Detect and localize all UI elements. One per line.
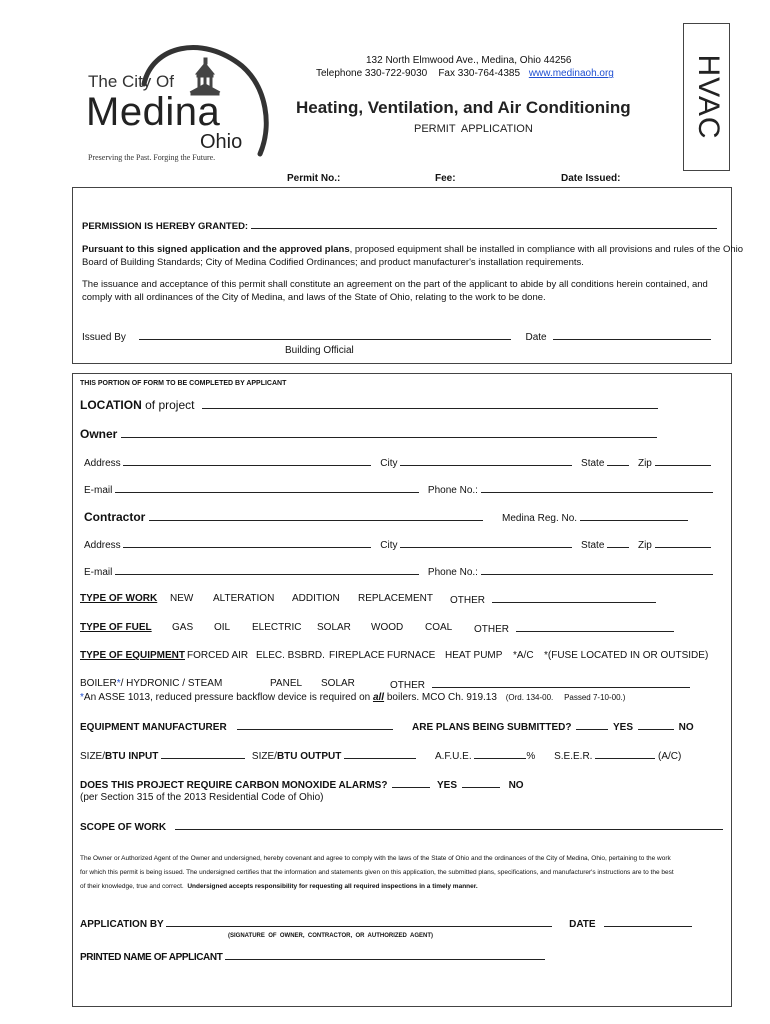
location-field[interactable] xyxy=(202,399,658,409)
permit-no-label: Permit No.: xyxy=(287,173,341,184)
co-yes-field[interactable] xyxy=(392,778,430,788)
work-option-addition[interactable]: ADDITION xyxy=(292,593,340,604)
contractor-state-label: State xyxy=(581,540,605,551)
pursuant-rest: , proposed equipment shall be installed in compliance with all provisions and rules of the Ohio xyxy=(349,244,744,255)
owner-email-field[interactable] xyxy=(115,483,419,493)
equip-option-hydronic-steam[interactable]: / HYDRONIC / STEAM xyxy=(120,678,223,689)
section-315-note: (per Section 315 of the 2013 Residential Code of Ohio) xyxy=(80,792,324,803)
permission-granted-label: PERMISSION IS HEREBY GRANTED: xyxy=(82,221,251,232)
fuel-option-electric[interactable]: ELECTRIC xyxy=(252,622,302,633)
issuance-line1: The issuance and acceptance of this permit shall constitute an agreement on the part of the applicant to abide by all conditions herein contained, and xyxy=(82,279,708,290)
asse-note xyxy=(80,692,625,703)
asse-passed: Passed 7-10-00.) xyxy=(564,693,626,702)
issued-by-field[interactable] xyxy=(139,330,511,340)
fuel-option-oil[interactable]: OIL xyxy=(214,622,231,633)
city-logo xyxy=(82,36,282,166)
signature-note: (SIGNATURE OF OWNER, CONTRACTOR, OR AUTHORIZED AGENT) xyxy=(228,933,433,939)
owner-phone-label: Phone No.: xyxy=(427,485,478,496)
boiler-asterisk: * xyxy=(116,678,121,689)
contractor-zip-field[interactable] xyxy=(655,538,711,548)
plans-submitted-row xyxy=(412,720,694,733)
plans-yes-field[interactable] xyxy=(576,720,608,730)
fee-label: Fee: xyxy=(435,173,456,184)
medina-reg-label: Medina Reg. No. xyxy=(502,513,578,524)
contractor-email-row xyxy=(84,565,713,578)
logo-medina: Medina xyxy=(86,90,221,134)
asse-post: boilers. MCO Ch. 919.13 xyxy=(384,692,497,703)
contractor-zip-label: Zip xyxy=(637,540,652,551)
asse-ord: (Ord. 134-00. xyxy=(505,693,554,702)
scope-label: SCOPE OF WORK xyxy=(80,822,167,833)
contractor-label: Contractor xyxy=(84,510,146,524)
owner-email-label: E-mail xyxy=(84,485,113,496)
equip-option-fireplace[interactable]: FIREPLACE xyxy=(329,650,385,661)
permission-granted-row xyxy=(82,219,717,232)
work-option-replacement[interactable]: REPLACEMENT xyxy=(358,593,434,604)
contractor-email-label: E-mail xyxy=(84,567,113,578)
equip-option-boiler[interactable]: BOILER xyxy=(80,678,117,689)
asse-all: all xyxy=(372,692,385,703)
work-option-other[interactable]: OTHER xyxy=(450,595,485,606)
contractor-state-field[interactable] xyxy=(607,538,629,548)
printed-name-field[interactable] xyxy=(225,950,545,960)
page-subtitle: PERMIT APPLICATION xyxy=(414,123,533,135)
header-phone: Telephone 330-722-9030 Fax 330-764-4385 xyxy=(316,68,521,79)
contractor-address-label: Address xyxy=(84,540,121,551)
issued-date-label: Date xyxy=(525,332,547,343)
fuel-option-wood[interactable]: WOOD xyxy=(371,622,404,633)
seer-field[interactable] xyxy=(595,749,655,759)
owner-email-row xyxy=(84,483,713,496)
website-link[interactable]: www.medinaoh.org xyxy=(528,68,614,79)
asse-pre: An ASSE 1013, reduced pressure backflow device is required on xyxy=(83,692,373,703)
application-date-field[interactable] xyxy=(604,917,692,927)
afue-label: A.F.U.E. xyxy=(434,751,472,762)
plans-yes-label: YES xyxy=(613,722,634,733)
hvac-tab xyxy=(683,23,730,171)
owner-zip-label: Zip xyxy=(637,458,652,469)
work-option-other-row xyxy=(450,593,656,606)
equip-option-elec-bsbrd[interactable]: ELEC. BSBRD. xyxy=(256,650,325,661)
issuance-line2: comply with all ordinances of the City of Medina, and laws of the State of Ohio, relating to the work to be done. xyxy=(82,292,546,303)
type-of-fuel-label: TYPE OF FUEL xyxy=(80,622,152,633)
location-row xyxy=(80,398,658,412)
issued-by-label: Issued By xyxy=(82,332,126,343)
scope-row xyxy=(80,820,723,833)
type-of-work-label: TYPE OF WORK xyxy=(80,593,158,604)
location-rest: of project xyxy=(141,398,195,412)
owner-address-label: Address xyxy=(84,458,121,469)
work-option-alteration[interactable]: ALTERATION xyxy=(213,593,275,604)
co-yes-label: YES xyxy=(437,780,458,791)
logo-tagline: Preserving the Past. Forging the Future. xyxy=(88,153,216,162)
owner-field[interactable] xyxy=(121,428,657,438)
plans-submitted-label: ARE PLANS BEING SUBMITTED? xyxy=(412,722,572,733)
issued-date-field[interactable] xyxy=(553,330,711,340)
fuel-option-other-row xyxy=(474,622,674,635)
pursuant-paragraph xyxy=(82,243,743,269)
covenant-line2: for which this permit is being issued. The undersigned certifies that the information and statements given on this application, the submitted plans, specifications, and manufacturer's instructions are to the best xyxy=(80,869,674,876)
work-option-new[interactable]: NEW xyxy=(170,593,194,604)
owner-address-row xyxy=(84,456,711,469)
co-no-field[interactable] xyxy=(462,778,500,788)
equipment-manufacturer-label: EQUIPMENT MANUFACTURER xyxy=(80,722,227,733)
afue-percent: % xyxy=(526,751,536,762)
header-address: 132 North Elmwood Ave., Medina, Ohio 44256 xyxy=(366,55,572,66)
size-btu-output-label: SIZE/BTU OUTPUT xyxy=(251,751,342,762)
covenant-paragraph xyxy=(80,852,674,894)
equip-option-other[interactable]: OTHER xyxy=(390,680,425,691)
header-phone-line xyxy=(316,68,614,79)
co-alarms-label: DOES THIS PROJECT REQUIRE CARBON MONOXIDE ALARMS? xyxy=(80,780,388,791)
co-no-label: NO xyxy=(508,780,524,791)
printed-name-row xyxy=(80,950,545,963)
contractor-city-label: City xyxy=(380,540,398,551)
portion-note: THIS PORTION OF FORM TO BE COMPLETED BY APPLICANT xyxy=(80,380,287,387)
issued-by-row xyxy=(82,330,711,343)
seer-ac: (A/C) xyxy=(658,751,682,762)
covenant-line1: The Owner or Authorized Agent of the Owner and undersigned, hereby covenant and agree to comply with the laws of the State of Ohio and the ordinances of the City of Medina, Ohio, pertaining to the work xyxy=(80,855,671,862)
contractor-email-field[interactable] xyxy=(115,565,419,575)
asse-asterisk: * xyxy=(80,692,84,703)
afue-field[interactable] xyxy=(474,749,526,759)
work-other-field[interactable] xyxy=(492,593,656,603)
contractor-phone-label: Phone No.: xyxy=(427,567,478,578)
owner-row xyxy=(80,427,657,441)
scope-field[interactable] xyxy=(175,820,723,830)
pursuant-bold: Pursuant to this signed application and the approved plans xyxy=(82,244,350,255)
owner-address-field[interactable] xyxy=(123,456,371,466)
covenant-bold: Undersigned accepts responsibility for requesting all required inspections in a timely manner. xyxy=(187,883,478,890)
contractor-row xyxy=(84,510,688,524)
equip-other-field[interactable] xyxy=(432,678,690,688)
equip-other-row xyxy=(390,678,690,691)
owner-label: Owner xyxy=(80,427,118,441)
equipment-manufacturer-field[interactable] xyxy=(237,720,393,730)
logo-ohio: Ohio xyxy=(200,131,243,153)
owner-phone-field[interactable] xyxy=(481,483,713,493)
plans-no-field[interactable] xyxy=(638,720,674,730)
equip-option-solar[interactable]: SOLAR xyxy=(321,678,355,689)
size-btu-input-field[interactable] xyxy=(161,749,245,759)
fuel-option-solar[interactable]: SOLAR xyxy=(317,622,351,633)
hvac-tab-label: HVAC xyxy=(692,54,725,140)
contractor-city-field[interactable] xyxy=(400,538,572,548)
btu-row xyxy=(80,749,681,762)
application-by-label: APPLICATION BY xyxy=(80,919,164,930)
equip-option-ac[interactable]: *A/C xyxy=(513,650,534,661)
location-label: LOCATION xyxy=(80,398,142,412)
contractor-field[interactable] xyxy=(149,511,483,521)
plans-no-label: NO xyxy=(678,722,694,733)
logo-the-city-of: The City Of xyxy=(88,72,174,91)
issuance-paragraph xyxy=(82,278,708,304)
permission-granted-field[interactable] xyxy=(251,219,717,229)
application-by-field[interactable] xyxy=(166,917,552,927)
fuel-other-field[interactable] xyxy=(516,622,674,632)
contractor-phone-field[interactable] xyxy=(481,565,713,575)
medina-reg-field[interactable] xyxy=(580,511,688,521)
owner-city-label: City xyxy=(380,458,398,469)
building-official-label: Building Official xyxy=(285,345,354,356)
fuel-option-other[interactable]: OTHER xyxy=(474,624,509,635)
size-btu-input-label: SIZE/BTU INPUT xyxy=(80,751,159,762)
owner-city-field[interactable] xyxy=(400,456,572,466)
equip-fuse-note: *(FUSE LOCATED IN OR OUTSIDE) xyxy=(544,650,709,661)
owner-state-label: State xyxy=(581,458,605,469)
page-title: Heating, Ventilation, and Air Conditioning xyxy=(296,98,631,117)
owner-zip-field[interactable] xyxy=(655,456,711,466)
co-alarms-row xyxy=(80,778,524,791)
equip-option-forced-air[interactable]: FORCED AIR xyxy=(187,650,249,661)
printed-name-label: PRINTED NAME OF APPLICANT xyxy=(80,952,223,963)
owner-state-field[interactable] xyxy=(607,456,629,466)
type-of-equipment-label: TYPE OF EQUIPMENT xyxy=(80,650,186,661)
application-date-label: DATE xyxy=(569,919,596,930)
pursuant-line2: Board of Building Standards; City of Medina Codified Ordinances; and product manufacturer's installation requirements. xyxy=(82,257,584,268)
equip-option-furnace[interactable]: FURNACE xyxy=(387,650,436,661)
seer-label: S.E.E.R. xyxy=(554,751,593,762)
contractor-address-row xyxy=(84,538,711,551)
equip-option-panel[interactable]: PANEL xyxy=(270,678,303,689)
application-by-row xyxy=(80,917,692,930)
date-issued-label: Date Issued: xyxy=(561,173,621,184)
size-btu-output-field[interactable] xyxy=(344,749,416,759)
equipment-manufacturer-row xyxy=(80,720,393,733)
fuel-option-coal[interactable]: COAL xyxy=(425,622,453,633)
equip-option-heat-pump[interactable]: HEAT PUMP xyxy=(445,650,503,661)
contractor-address-field[interactable] xyxy=(123,538,371,548)
covenant-line3: of their knowledge, true and correct. xyxy=(80,883,184,890)
boiler-row xyxy=(80,678,222,689)
fuel-option-gas[interactable]: GAS xyxy=(172,622,194,633)
